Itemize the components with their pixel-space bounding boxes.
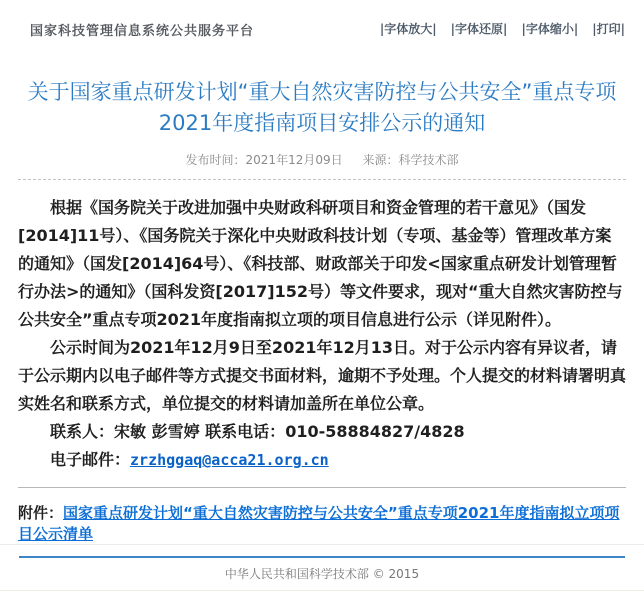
top-bar: [0, 0, 644, 39]
email-line: [18, 446, 626, 474]
publish-time-value: 2021年12月09日: [245, 153, 343, 167]
email-label: 电子邮件：: [50, 450, 131, 469]
article-body: [0, 39, 644, 544]
footer-copyright: 中华人民共和国科学技术部 © 2015: [224, 567, 420, 581]
phone-value: 010-58884827/4828: [285, 422, 465, 441]
solid-divider: [18, 487, 626, 488]
publish-time: [186, 153, 343, 167]
footer-blue-rule: [19, 556, 625, 558]
site-title-link[interactable]: 国家科技管理信息系统公共服务平台: [30, 24, 255, 39]
contact-line: [18, 418, 626, 446]
attachment-label: 附件：: [18, 504, 64, 522]
source-value: 科学技术部: [398, 153, 459, 167]
contact-label: 联系人：: [50, 422, 115, 441]
font-tools: [380, 20, 625, 37]
dashed-divider: [18, 179, 626, 180]
attachment-line: [18, 502, 626, 544]
source-label: 来源：: [362, 153, 399, 167]
paragraph-basis: 根据《国务院关于改进加强中央财政科研项目和资金管理的若干意见》（国发[2014]11号）、《国务院关于深化中央财政科技计划（专项、基金等）管理改革方案的通知》（国发[2014]64号）、《科技部、财政部关于印发<国家重点研发计划管理暂行办法>的通知》（国科发资[2017]152号）等文件要求，现对“重大自然灾害防控与公共安全”重点专项2021年度指南拟立项的项目信息进行公示（详见附件）。: [18, 198, 623, 329]
print-link[interactable]: |打印|: [592, 22, 625, 36]
notice-text: [18, 194, 626, 474]
contact-names: 宋敏 彭雪婷: [114, 422, 200, 441]
attachment-link[interactable]: 国家重点研发计划“重大自然灾害防控与公共安全”重点专项2021年度指南拟立项项目公示清单: [18, 504, 620, 543]
font-restore-link[interactable]: |字体还原|: [450, 22, 508, 36]
font-shrink-link[interactable]: |字体缩小|: [521, 22, 579, 36]
page-footer: [0, 544, 644, 591]
font-enlarge-link[interactable]: |字体放大|: [379, 22, 437, 36]
publish-time-label: 发布时间：: [185, 153, 246, 167]
article-meta: [18, 151, 626, 168]
phone-label: 联系电话：: [205, 422, 286, 441]
source: [362, 153, 458, 167]
email-link[interactable]: zrzhggaq@acca21.org.cn: [130, 451, 329, 469]
page-title: 关于国家重点研发计划“重大自然灾害防控与公共安全”重点专项2021年度指南项目安排公示的通知: [27, 80, 617, 135]
paragraph-publicity-period: 公示时间为2021年12月9日至2021年12月13日。对于公示内容有异议者，请于公示期内以电子邮件等方式提交书面材料，逾期不予处理。个人提交的材料请署明真实姓名和联系方式，单位提交的材料请加盖所在单位公章。: [18, 338, 627, 413]
